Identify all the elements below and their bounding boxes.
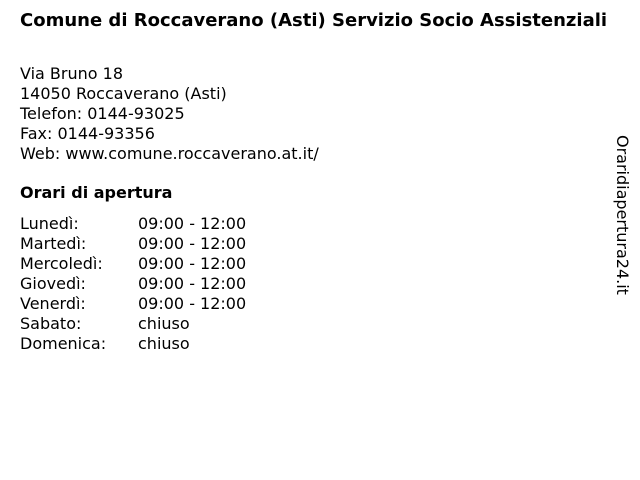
hours-row-thursday — [20, 274, 246, 294]
day-label: Martedì: — [20, 234, 87, 253]
time-value: chiuso — [138, 314, 190, 333]
time-value: 09:00 - 12:00 — [138, 254, 247, 273]
hours-heading: Orari di apertura — [20, 183, 173, 202]
day-label: Giovedì: — [20, 274, 86, 293]
day-label: Sabato: — [20, 314, 82, 333]
fax-number: Fax: 0144-93356 — [20, 124, 155, 143]
city-address: 14050 Roccaverano (Asti) — [20, 84, 227, 103]
phone-number: Telefon: 0144-93025 — [20, 104, 185, 123]
page-title: Comune di Roccaverano (Asti) Servizio Socio Assistenziali — [20, 10, 608, 31]
time-value: 09:00 - 12:00 — [138, 294, 247, 313]
hours-row-monday — [20, 214, 246, 234]
website: Web: www.comune.roccaverano.at.it/ — [20, 144, 319, 163]
day-label: Lunedì: — [20, 214, 79, 233]
day-label: Venerdì: — [20, 294, 86, 313]
hours-row-tuesday — [20, 234, 246, 254]
time-value: 09:00 - 12:00 — [138, 274, 247, 293]
time-value: chiuso — [138, 334, 190, 353]
time-value: 09:00 - 12:00 — [138, 234, 247, 253]
hours-row-saturday — [20, 314, 246, 334]
time-value: 09:00 - 12:00 — [138, 214, 247, 233]
day-label: Mercoledì: — [20, 254, 103, 273]
hours-row-friday — [20, 294, 246, 314]
street-address: Via Bruno 18 — [20, 64, 123, 83]
day-label: Domenica: — [20, 334, 107, 353]
hours-row-sunday — [20, 334, 246, 354]
site-watermark: Oraridiapertura24.it — [613, 135, 632, 295]
hours-row-wednesday — [20, 254, 246, 274]
opening-hours-table — [20, 214, 246, 354]
address-block — [20, 64, 319, 164]
